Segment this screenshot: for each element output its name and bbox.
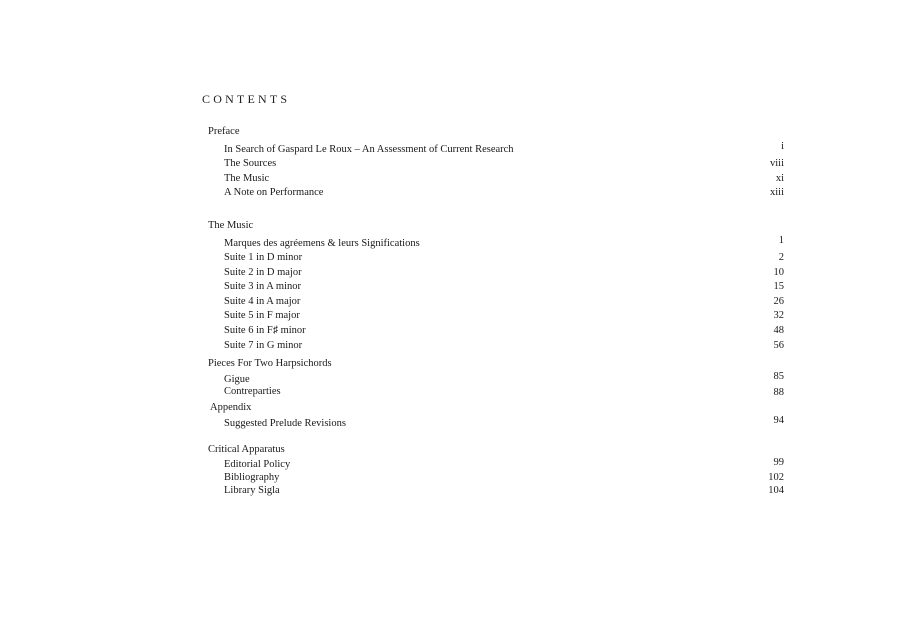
section-heading-critical-apparatus: Critical Apparatus xyxy=(208,444,285,455)
section-heading-the-music: The Music xyxy=(208,220,254,231)
toc-entry-page: 48 xyxy=(773,325,784,336)
toc-entry-page: 85 xyxy=(773,371,784,382)
toc-entry-label: Suite 4 in A major xyxy=(224,296,301,307)
toc-entry-label: In Search of Gaspard Le Roux – An Assessment of Current Research xyxy=(224,144,514,155)
toc-entry-label: Suggested Prelude Revisions xyxy=(224,418,346,429)
toc-entry-page: xiii xyxy=(769,187,784,198)
toc-entry-label: The Sources xyxy=(224,158,277,169)
section-heading-pieces: Pieces For Two Harpsichords xyxy=(208,358,332,369)
toc-entry-page: 32 xyxy=(773,310,784,321)
toc-entry-page: 104 xyxy=(768,485,784,496)
toc-entry-page: xi xyxy=(775,173,784,184)
toc-entry-label: Gigue xyxy=(224,374,250,385)
toc-entry-page: 94 xyxy=(773,415,784,426)
toc-entry-page: 88 xyxy=(773,387,784,398)
page-title: CONTENTS xyxy=(202,92,291,106)
toc-entry-label: Suite 5 in F major xyxy=(224,310,300,321)
toc-entry-label: Suite 6 in F♯ minor xyxy=(224,325,306,336)
toc-entry-label: The Music xyxy=(224,173,270,184)
section-heading-preface: Preface xyxy=(208,126,240,137)
toc-entry-page: 10 xyxy=(773,267,784,278)
toc-entry-label: Bibliography xyxy=(224,472,280,483)
toc-entry-page: 26 xyxy=(773,296,784,307)
toc-entry-page: i xyxy=(781,141,784,152)
toc-entry-label: Contreparties xyxy=(224,386,281,397)
toc-entry-label: Library Sigla xyxy=(224,485,280,496)
toc-entry-label: Suite 7 in G minor xyxy=(224,340,303,351)
toc-entry-label: Editorial Policy xyxy=(224,459,291,470)
toc-entry-label: Marques des agréemens & leurs Significations xyxy=(224,238,420,249)
toc-entry-page: 1 xyxy=(778,235,784,246)
toc-entry-label: Suite 1 in D minor xyxy=(224,252,303,263)
section-heading-appendix: Appendix xyxy=(210,402,252,413)
toc-entry-label: A Note on Performance xyxy=(224,187,324,198)
toc-entry-page: 56 xyxy=(773,340,784,351)
toc-entry-page: 15 xyxy=(773,281,784,292)
toc-entry-page: 2 xyxy=(778,252,784,263)
toc-entry-label: Suite 3 in A minor xyxy=(224,281,302,292)
toc-entry-page: viii xyxy=(769,158,784,169)
toc-entry-page: 102 xyxy=(768,472,784,483)
toc-entry-label: Suite 2 in D major xyxy=(224,267,302,278)
toc-entry-page: 99 xyxy=(773,457,784,468)
